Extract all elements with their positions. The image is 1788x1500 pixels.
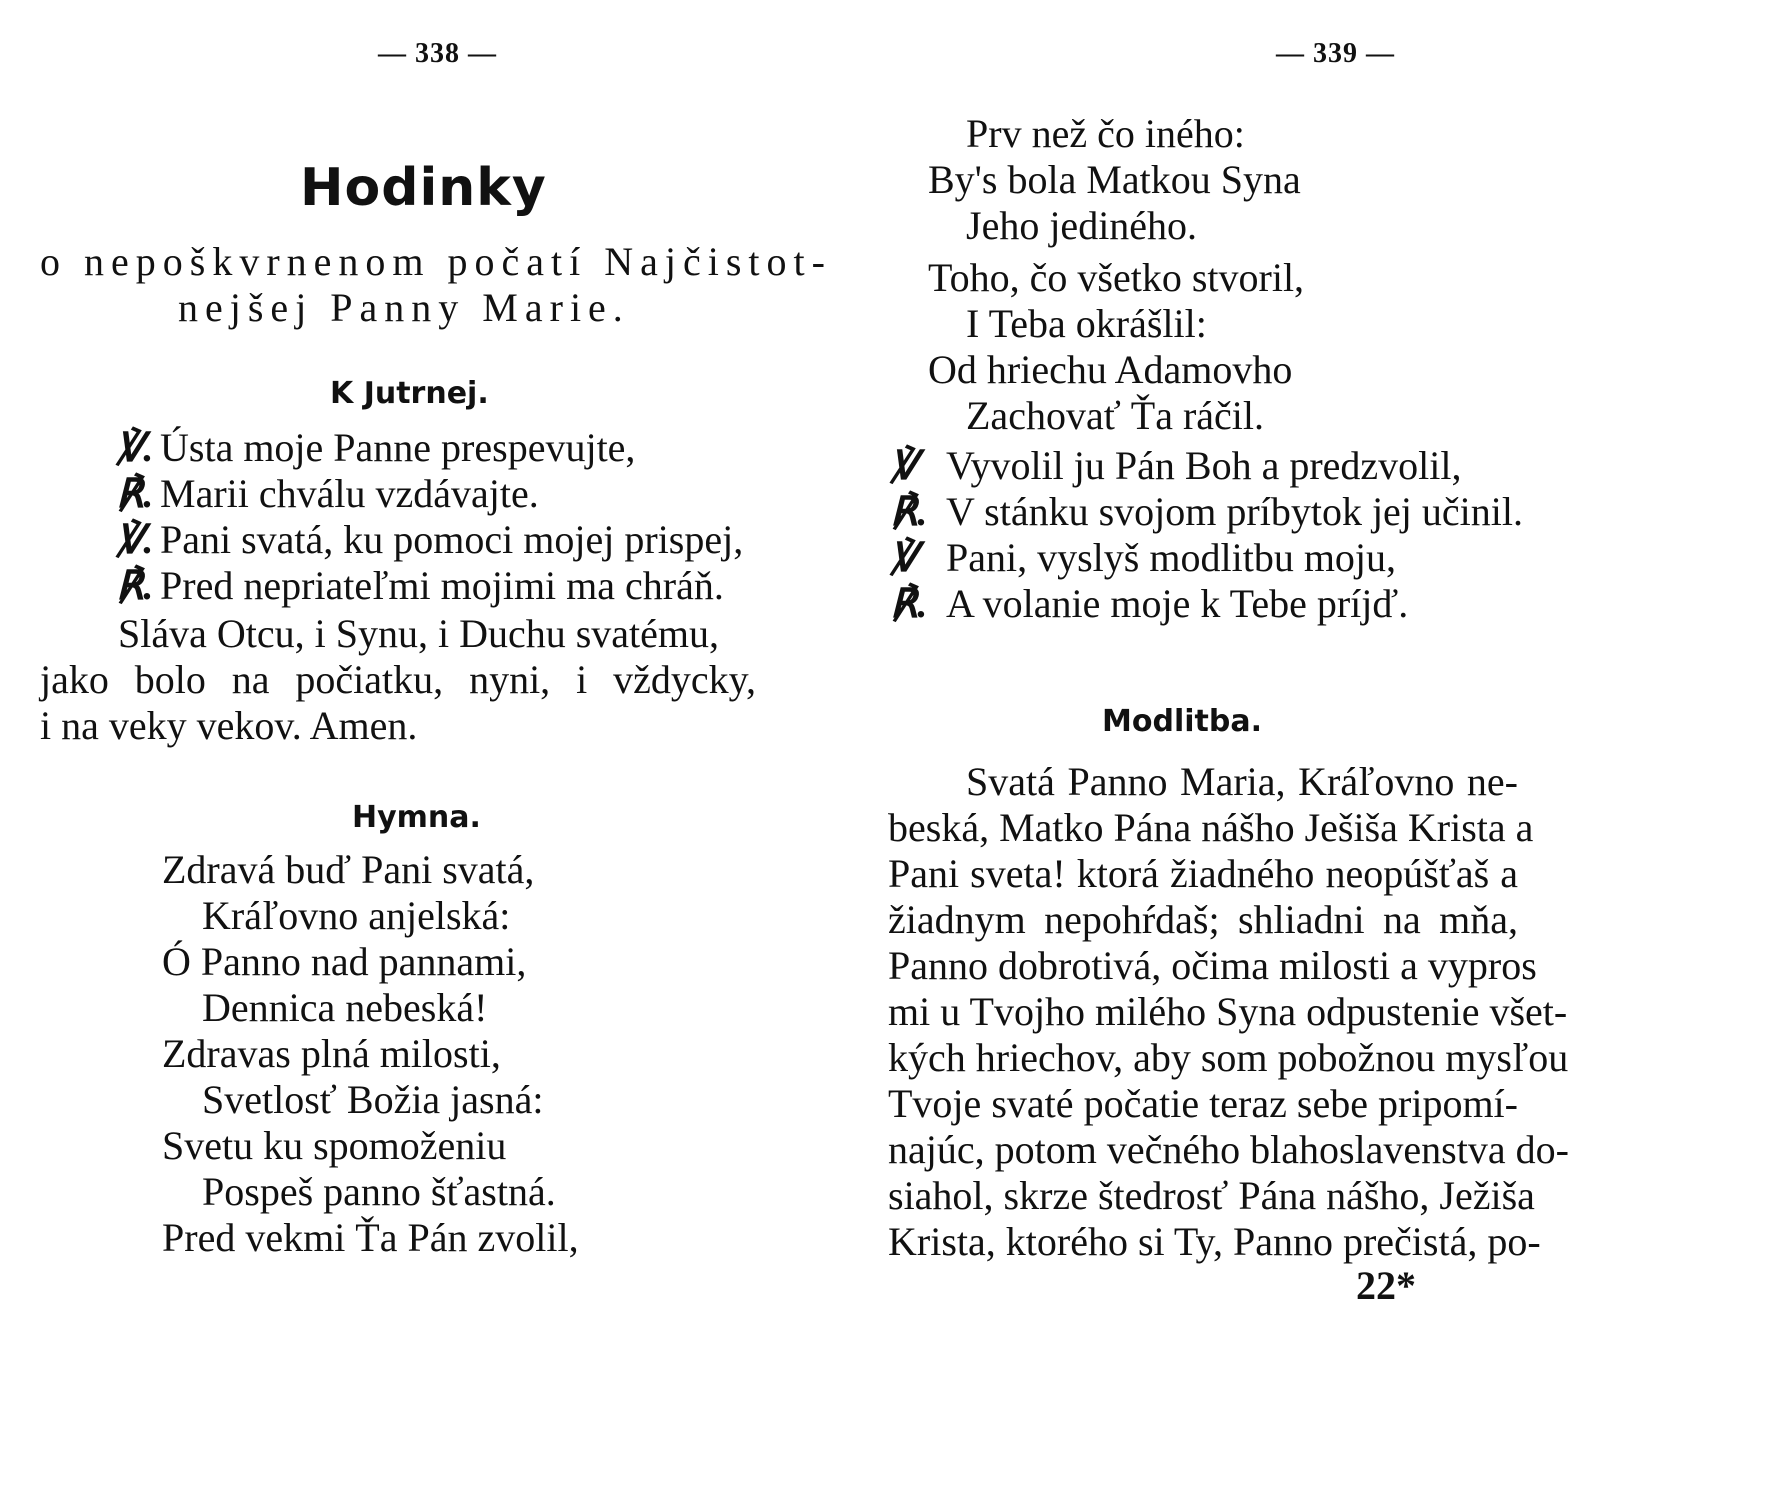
- prayer-line: Pani sveta! ktorá žiadného neopúšťaš a: [888, 851, 1518, 896]
- versicle-mark: ℣.: [116, 425, 154, 470]
- hymn-line: Pred vekmi Ťa Pán zvolil,: [162, 1215, 579, 1260]
- hymn-line: Dennica nebeská!: [202, 985, 488, 1030]
- response-mark: ℟.: [890, 489, 928, 534]
- prayer-line: siahol, skrze štedrosť Pána nášho, Ježiša: [888, 1173, 1535, 1218]
- hymn-line: Toho, čo všetko stvoril,: [928, 255, 1305, 300]
- response-line: [890, 580, 1408, 628]
- hymn-line: Zachovať Ťa ráčil.: [966, 393, 1265, 438]
- response-text: V stánku svojom príbytok jej učinil.: [946, 489, 1524, 534]
- prayer-line: mi u Tvojho milého Syna odpustenie všet-: [888, 989, 1568, 1034]
- versicle-text: Vyvolil ju Pán Boh a predzvolil,: [946, 443, 1462, 488]
- page-number: — 339 —: [1276, 38, 1395, 69]
- section-heading-prayer: Modlitba.: [1102, 704, 1262, 739]
- hymn-line: Pospeš panno šťastná.: [202, 1169, 556, 1214]
- hymn-line: Zdravas plná milosti,: [162, 1031, 501, 1076]
- versicle-mark: ℣: [890, 535, 918, 580]
- right-page: [888, 0, 1788, 1500]
- versicle-text: Ústa moje Panne prespevujte,: [160, 425, 636, 470]
- versicle-line: [890, 534, 1396, 582]
- prayer-line: Panno dobrotivá, očima milosti a vypros: [888, 943, 1537, 988]
- response-line: [116, 470, 539, 518]
- prayer-line: Svatá Panno Maria, Kráľovno ne-: [966, 759, 1518, 804]
- gloria-line: Sláva Otcu, i Synu, i Duchu svatému,: [118, 611, 720, 656]
- gloria-line: jako bolo na počiatku, nyni, i vždycky,: [40, 657, 756, 702]
- prayer-line: beská, Matko Pána nášho Ješiša Krista a: [888, 805, 1534, 850]
- hymn-line: Svetlosť Božia jasná:: [202, 1077, 544, 1122]
- response-mark: ℟.: [116, 471, 154, 516]
- page-number: — 338 —: [378, 38, 497, 69]
- response-line: [116, 562, 724, 610]
- response-text: Pred nepriateľmi mojimi ma chráň.: [160, 563, 724, 608]
- hymn-line: Svetu ku spomoženiu: [162, 1123, 507, 1168]
- hymn-line: Od hriechu Adamovho: [928, 347, 1293, 392]
- subtitle-line: o nepoškvrnenom počatí Najčistot-: [40, 239, 832, 284]
- hymn-line: Prv než čo iného:: [966, 111, 1245, 156]
- section-heading-matins: K Jutrnej.: [330, 376, 489, 411]
- gloria-line: i na veky vekov. Amen.: [40, 703, 418, 748]
- subtitle-line: nejšej Panny Marie.: [178, 285, 630, 330]
- prayer-line: Tvoje svaté počatie teraz sebe pripomí-: [888, 1081, 1518, 1126]
- hymn-line: By's bola Matkou Syna: [928, 157, 1301, 202]
- versicle-line: [116, 516, 743, 564]
- versicle-line: [890, 442, 1462, 490]
- response-text: A volanie moje k Tebe príjď.: [946, 581, 1409, 626]
- hymn-line: Kráľovno anjelská:: [202, 893, 511, 938]
- prayer-line: Krista, ktorého si Ty, Panno prečistá, po-: [888, 1219, 1541, 1264]
- versicle-text: Pani, vyslyš modlitbu moju,: [946, 535, 1397, 580]
- signature-mark: 22*: [1356, 1263, 1416, 1308]
- versicle-text: Pani svatá, ku pomoci mojej prispej,: [160, 517, 744, 562]
- hymn-line: Ó Panno nad pannami,: [162, 939, 527, 984]
- prayer-line: žiadnym nepohŕdaš; shliadni na mňa,: [888, 897, 1518, 942]
- response-line: [890, 488, 1523, 536]
- hymn-line: I Teba okrášlil:: [966, 301, 1207, 346]
- response-mark: ℟.: [890, 581, 928, 626]
- hymn-line: Zdravá buď Pani svatá,: [162, 847, 535, 892]
- response-mark: ℟.: [116, 563, 154, 608]
- versicle-mark: ℣.: [116, 517, 154, 562]
- versicle-line: [116, 424, 635, 472]
- page-title: Hodinky: [300, 158, 547, 218]
- prayer-line: najúc, potom večného blahoslavenstva do-: [888, 1127, 1569, 1172]
- response-text: Marii chválu vzdávajte.: [160, 471, 539, 516]
- section-heading-hymn: Hymna.: [352, 800, 481, 835]
- hymn-line: Jeho jediného.: [966, 203, 1198, 248]
- versicle-mark: ℣: [890, 443, 918, 488]
- prayer-line: kých hriechov, aby som pobožnou mysľou: [888, 1035, 1569, 1080]
